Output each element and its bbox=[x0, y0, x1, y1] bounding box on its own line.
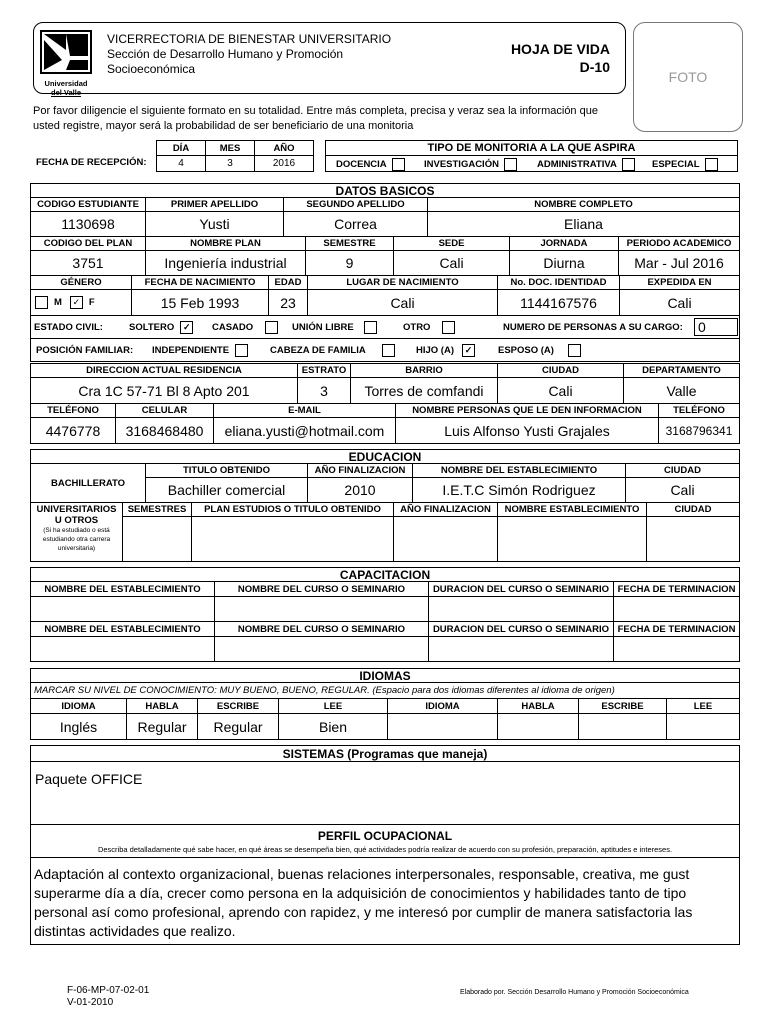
h-semestres: SEMESTRES bbox=[122, 502, 192, 517]
h-nombre-plan: NOMBRE PLAN bbox=[145, 236, 306, 251]
univ-note-3: universitaria) bbox=[57, 545, 96, 552]
day-header: DÍA bbox=[156, 140, 206, 156]
h-codigo-estudiante: CODIGO ESTUDIANTE bbox=[30, 197, 146, 212]
h-segundo-apellido: SEGUNDO APELLIDO bbox=[283, 197, 428, 212]
establecimiento-univ-field[interactable] bbox=[497, 516, 647, 562]
hijo-checkbox[interactable]: ✓ bbox=[462, 344, 475, 357]
barrio-field[interactable]: Torres de comfandi bbox=[350, 377, 498, 404]
month-field[interactable]: 3 bbox=[205, 155, 255, 172]
idiomas-value-2[interactable]: Regular bbox=[197, 713, 279, 740]
university-logo bbox=[40, 30, 92, 97]
idiomas-value-4[interactable] bbox=[387, 713, 498, 740]
establecimiento-field[interactable]: I.E.T.C Simón Rodriguez bbox=[412, 477, 626, 503]
independiente-label: INDEPENDIENTE bbox=[152, 344, 230, 356]
idiomas-value-6[interactable] bbox=[578, 713, 667, 740]
nombre-personas-field[interactable]: Luis Alfonso Yusti Grajales bbox=[395, 417, 659, 444]
union-libre-option[interactable] bbox=[292, 316, 377, 338]
soltero-option[interactable] bbox=[129, 316, 193, 338]
perfil-header bbox=[30, 824, 740, 858]
independiente-checkbox[interactable] bbox=[235, 344, 248, 357]
reception-label: FECHA DE RECEPCIÓN: bbox=[36, 157, 147, 168]
cap-curso-field-2[interactable] bbox=[214, 636, 429, 662]
perfil-title: PERFIL OCUPACIONAL bbox=[317, 829, 453, 843]
intro-text bbox=[33, 104, 598, 134]
doc-code: D-10 bbox=[579, 59, 610, 75]
cap-duracion-field-1[interactable] bbox=[428, 596, 614, 622]
departamento-field[interactable]: Valle bbox=[623, 377, 740, 404]
footer-code-1: F-06-MP-07-02-01 bbox=[67, 985, 150, 996]
footer-code-2: V-01-2010 bbox=[67, 997, 114, 1008]
institution-name: VICERRECTORIA DE BIENESTAR UNIVERSITARIO bbox=[107, 32, 392, 46]
cap-establecimiento-field-2[interactable] bbox=[30, 636, 215, 662]
estrato-field[interactable]: 3 bbox=[297, 377, 351, 404]
year-header: AÑO bbox=[254, 140, 314, 156]
month-header: MES bbox=[205, 140, 255, 156]
doc-title: HOJA DE VIDA bbox=[510, 41, 610, 57]
casado-checkbox[interactable] bbox=[265, 321, 278, 334]
perfil-field[interactable] bbox=[30, 857, 740, 945]
university-logo-icon bbox=[40, 30, 92, 74]
nombre-plan-field[interactable]: Ingeniería industrial bbox=[145, 250, 306, 276]
h-expedida-en: EXPEDIDA EN bbox=[619, 275, 740, 290]
logo-text-1: Universidad bbox=[44, 79, 88, 88]
h-lugar-nacimiento: LUGAR DE NACIMIENTO bbox=[307, 275, 498, 290]
idiomas-header-2: ESCRIBE bbox=[197, 698, 279, 714]
h-ano-finalizacion-univ: AÑO FINALIZACION bbox=[393, 502, 498, 517]
monitoria-docencia-label: DOCENCIA bbox=[336, 158, 387, 170]
h-nombre-establecimiento: NOMBRE DEL ESTABLECIMIENTO bbox=[412, 463, 626, 478]
idiomas-value-0[interactable]: Inglés bbox=[30, 713, 127, 740]
codigo-estudiante-field[interactable]: 1130698 bbox=[30, 211, 146, 237]
capacitacion-title: CAPACITACION bbox=[30, 567, 740, 582]
titulo-obtenido-field[interactable]: Bachiller comercial bbox=[145, 477, 308, 503]
h-ciudad-univ: CIUDAD bbox=[646, 502, 740, 517]
h-cap-fecha-1: FECHA DE TERMINACION bbox=[613, 581, 740, 597]
h-periodo-academico: PERIODO ACADEMICO bbox=[618, 236, 740, 251]
jornada-field[interactable]: Diurna bbox=[509, 250, 619, 276]
perfil-line-1: Adaptación al contexto organizacional, buenas relaciones interpersonales, responsable, creativa, me gust bbox=[34, 866, 690, 882]
footer-codes bbox=[67, 985, 149, 1009]
idiomas-value-5[interactable] bbox=[497, 713, 579, 740]
cap-duracion-field-2[interactable] bbox=[428, 636, 614, 662]
h-celular: CELULAR bbox=[115, 403, 214, 418]
soltero-label: SOLTERO bbox=[129, 321, 175, 333]
casado-option[interactable] bbox=[212, 316, 278, 338]
idiomas-header-5: HABLA bbox=[497, 698, 579, 714]
cabeza-familia-label: CABEZA DE FAMILIA bbox=[270, 344, 366, 356]
h-direccion: DIRECCION ACTUAL RESIDENCIA bbox=[30, 363, 298, 378]
idiomas-header-3: LEE bbox=[278, 698, 388, 714]
monitoria-investigacion-label: INVESTIGACIÓN bbox=[424, 158, 499, 170]
ano-finalizacion-univ-field[interactable] bbox=[393, 516, 498, 562]
cap-curso-field-1[interactable] bbox=[214, 596, 429, 622]
monitoria-docencia-checkbox[interactable] bbox=[392, 158, 405, 171]
perfil-note: Describa detalladamente qué sabe hacer, en qué áreas se desempeña bien, qué actividades podría realizar de acuerdo con su profesión, preparación, aptitudes e intereses. bbox=[97, 845, 673, 854]
idiomas-header-0: IDIOMA bbox=[30, 698, 127, 714]
semestres-field[interactable] bbox=[122, 516, 192, 562]
casado-label: CASADO bbox=[212, 321, 254, 333]
idiomas-value-3[interactable]: Bien bbox=[278, 713, 388, 740]
idiomas-value-7[interactable] bbox=[666, 713, 740, 740]
cabeza-familia-checkbox[interactable] bbox=[382, 344, 395, 357]
estado-civil-label: ESTADO CIVIL: bbox=[34, 321, 103, 333]
hijo-label: HIJO (A) bbox=[416, 344, 454, 356]
h-ciudad-bach: CIUDAD bbox=[625, 463, 740, 478]
intro-line-2: usted registre, mayor será la probabilidad de ser beneficiario de una monitoria bbox=[33, 120, 414, 132]
semestre-field[interactable]: 9 bbox=[305, 250, 394, 276]
sede-field[interactable]: Cali bbox=[393, 250, 510, 276]
univ-label-1: UNIVERSITARIOS bbox=[36, 504, 117, 515]
intro-line-1: Por favor diligencie el siguiente formato en su totalidad. Entre más completa, precisa y veraz sea la información que bbox=[33, 105, 598, 117]
idiomas-header-1: HABLA bbox=[126, 698, 198, 714]
section-line-2: Socioeconómica bbox=[107, 62, 196, 76]
union-libre-label: UNIÓN LIBRE bbox=[292, 321, 354, 333]
plan-estudios-field[interactable] bbox=[191, 516, 394, 562]
logo-text-2: del Valle bbox=[50, 88, 82, 97]
segundo-apellido-field[interactable]: Correa bbox=[283, 211, 428, 237]
h-cap-fecha-2: FECHA DE TERMINACION bbox=[613, 621, 740, 637]
photo-label: FOTO bbox=[668, 69, 708, 85]
header-institution-block bbox=[107, 32, 391, 77]
esposo-label: ESPOSO (A) bbox=[498, 344, 554, 356]
monitoria-administrativa-checkbox[interactable] bbox=[622, 158, 635, 171]
h-jornada: JORNADA bbox=[509, 236, 619, 251]
ano-finalizacion-field[interactable]: 2010 bbox=[307, 477, 413, 503]
h-ano-finalizacion: AÑO FINALIZACION bbox=[307, 463, 413, 478]
monitoria-title: TIPO DE MONITORIA A LA QUE ASPIRA bbox=[325, 140, 738, 156]
h-ciudad: CIUDAD bbox=[497, 363, 624, 378]
gender-m-label: M bbox=[54, 297, 62, 308]
gender-m-checkbox[interactable] bbox=[35, 296, 48, 309]
universitarios-label-cell bbox=[30, 502, 123, 562]
doc-identidad-field[interactable]: 1144167576 bbox=[497, 289, 620, 316]
otro-option[interactable] bbox=[403, 316, 455, 338]
edad-field[interactable]: 23 bbox=[268, 289, 308, 316]
celular-field[interactable]: 3168468480 bbox=[115, 417, 214, 444]
esposo-checkbox[interactable] bbox=[568, 344, 581, 357]
univ-note-2: estudiando otra carrera bbox=[42, 536, 111, 543]
h-edad: EDAD bbox=[268, 275, 308, 290]
h-cap-duracion-1: DURACION DEL CURSO O SEMINARIO bbox=[428, 581, 614, 597]
h-telefono: TELÉFONO bbox=[30, 403, 116, 418]
codigo-plan-field[interactable]: 3751 bbox=[30, 250, 146, 276]
monitoria-administrativa-label: ADMINISTRATIVA bbox=[537, 158, 617, 170]
cap-fecha-field-2[interactable] bbox=[613, 636, 740, 662]
independiente-option[interactable] bbox=[152, 339, 248, 361]
h-genero: GÉNERO bbox=[30, 275, 132, 290]
monitoria-administrativa[interactable] bbox=[537, 156, 635, 172]
union-libre-checkbox[interactable] bbox=[364, 321, 377, 334]
h-cap-curso-2: NOMBRE DEL CURSO O SEMINARIO bbox=[214, 621, 429, 637]
h-codigo-plan: CODIGO DEL PLAN bbox=[30, 236, 146, 251]
ciudad-univ-field[interactable] bbox=[646, 516, 740, 562]
datos-basicos-title: DATOS BASICOS bbox=[30, 183, 740, 198]
gender-f-label: F bbox=[88, 297, 95, 308]
idiomas-value-1[interactable]: Regular bbox=[126, 713, 198, 740]
ciudad-field[interactable]: Cali bbox=[497, 377, 624, 404]
personas-label: NUMERO DE PERSONAS A SU CARGO: bbox=[503, 321, 683, 333]
otro-checkbox[interactable] bbox=[442, 321, 455, 334]
h-establecimiento-univ: NOMBRE ESTABLECIMIENTO bbox=[497, 502, 647, 517]
direccion-field[interactable]: Cra 1C 57-71 Bl 8 Apto 201 bbox=[30, 377, 298, 404]
h-cap-establecimiento-1: NOMBRE DEL ESTABLECIMIENTO bbox=[30, 581, 215, 597]
perfil-line-2: superarme día a día, crecer como persona en la adquisición de conocimientos y habilidades tanto de tipo bbox=[34, 885, 687, 901]
email-field[interactable]: eliana.yusti@hotmail.com bbox=[213, 417, 396, 444]
monitoria-especial-checkbox[interactable] bbox=[705, 158, 718, 171]
h-cap-establecimiento-2: NOMBRE DEL ESTABLECIMIENTO bbox=[30, 621, 215, 637]
cabeza-familia-option[interactable] bbox=[270, 339, 395, 361]
h-plan-estudios: PLAN ESTUDIOS O TITULO OBTENIDO bbox=[191, 502, 394, 517]
lugar-nacimiento-field[interactable]: Cali bbox=[307, 289, 498, 316]
h-semestre: SEMESTRE bbox=[305, 236, 394, 251]
soltero-checkbox[interactable]: ✓ bbox=[180, 321, 193, 334]
posicion-label: POSICIÓN FAMILIAR: bbox=[36, 344, 134, 356]
section-line-1: Sección de Desarrollo Humano y Promoción bbox=[107, 47, 344, 61]
h-cap-duracion-2: DURACION DEL CURSO O SEMINARIO bbox=[428, 621, 614, 637]
educacion-title: EDUCACION bbox=[30, 449, 740, 464]
fecha-nacimiento-field[interactable]: 15 Feb 1993 bbox=[131, 289, 269, 316]
univ-note-1: (Si ha estudiado o está bbox=[43, 527, 110, 534]
telefono-ref-field[interactable]: 3168796341 bbox=[658, 417, 740, 444]
primer-apellido-field[interactable]: Yusti bbox=[145, 211, 284, 237]
univ-label-2: U OTROS bbox=[54, 515, 99, 526]
cap-fecha-field-1[interactable] bbox=[613, 596, 740, 622]
otro-label: OTRO bbox=[403, 321, 431, 333]
sistemas-title: SISTEMAS (Programas que maneja) bbox=[30, 745, 740, 762]
h-nombre-completo: NOMBRE COMPLETO bbox=[427, 197, 740, 212]
nombre-completo-field[interactable]: Eliana bbox=[427, 211, 740, 237]
h-doc-identidad: No. DOC. IDENTIDAD bbox=[497, 275, 620, 290]
h-titulo-obtenido: TITULO OBTENIDO bbox=[145, 463, 308, 478]
cap-establecimiento-field-1[interactable] bbox=[30, 596, 215, 622]
idiomas-header-6: ESCRIBE bbox=[578, 698, 667, 714]
year-field[interactable]: 2016 bbox=[254, 155, 314, 172]
perfil-line-3: personal así como profesional, aprendo con rapidez, y me interesó por cumplir de manera satisfactoria las bbox=[34, 904, 693, 920]
h-primer-apellido: PRIMER APELLIDO bbox=[145, 197, 284, 212]
h-sede: SEDE bbox=[393, 236, 510, 251]
hijo-option[interactable] bbox=[416, 339, 475, 361]
monitoria-especial-label: ESPECIAL bbox=[652, 158, 700, 170]
doc-title-block bbox=[460, 40, 610, 76]
genero-field bbox=[30, 289, 132, 316]
sistemas-field[interactable]: Paquete OFFICE bbox=[30, 761, 740, 825]
monitoria-docencia[interactable] bbox=[336, 156, 405, 172]
h-telefono-ref: TELÉFONO bbox=[658, 403, 740, 418]
footer-credit: Elaborado por. Sección Desarrollo Humano y Promoción Socioeconómica bbox=[460, 989, 689, 996]
day-field[interactable]: 4 bbox=[156, 155, 206, 172]
h-email: E-MAIL bbox=[213, 403, 396, 418]
personas-field[interactable]: 0 bbox=[694, 318, 738, 336]
h-cap-curso-1: NOMBRE DEL CURSO O SEMINARIO bbox=[214, 581, 429, 597]
periodo-academico-field[interactable]: Mar - Jul 2016 bbox=[618, 250, 740, 276]
bachillerato-label: BACHILLERATO bbox=[30, 463, 146, 503]
h-departamento: DEPARTAMENTO bbox=[623, 363, 740, 378]
ciudad-bach-field[interactable]: Cali bbox=[625, 477, 740, 503]
h-fecha-nacimiento: FECHA DE NACIMIENTO bbox=[131, 275, 269, 290]
monitoria-investigacion-checkbox[interactable] bbox=[504, 158, 517, 171]
photo-box[interactable] bbox=[633, 22, 743, 132]
gender-f-checkbox[interactable]: ✓ bbox=[70, 296, 83, 309]
monitoria-investigacion[interactable] bbox=[424, 156, 517, 172]
monitoria-especial[interactable] bbox=[652, 156, 718, 172]
h-nombre-personas: NOMBRE PERSONAS QUE LE DEN INFORMACION bbox=[395, 403, 659, 418]
perfil-line-4: distintas actividades que realizo. bbox=[34, 923, 236, 939]
expedida-en-field[interactable]: Cali bbox=[619, 289, 740, 316]
idiomas-header-4: IDIOMA bbox=[387, 698, 498, 714]
h-estrato: ESTRATO bbox=[297, 363, 351, 378]
idiomas-header-7: LEE bbox=[666, 698, 740, 714]
h-barrio: BARRIO bbox=[350, 363, 498, 378]
idiomas-title: IDIOMAS bbox=[30, 668, 740, 683]
esposo-option[interactable] bbox=[498, 339, 581, 361]
idiomas-note: MARCAR SU NIVEL DE CONOCIMIENTO: MUY BUENO, BUENO, REGULAR. (Espacio para dos idiomas diferentes al idioma de origen) bbox=[30, 682, 740, 699]
telefono-field[interactable]: 4476778 bbox=[30, 417, 116, 444]
